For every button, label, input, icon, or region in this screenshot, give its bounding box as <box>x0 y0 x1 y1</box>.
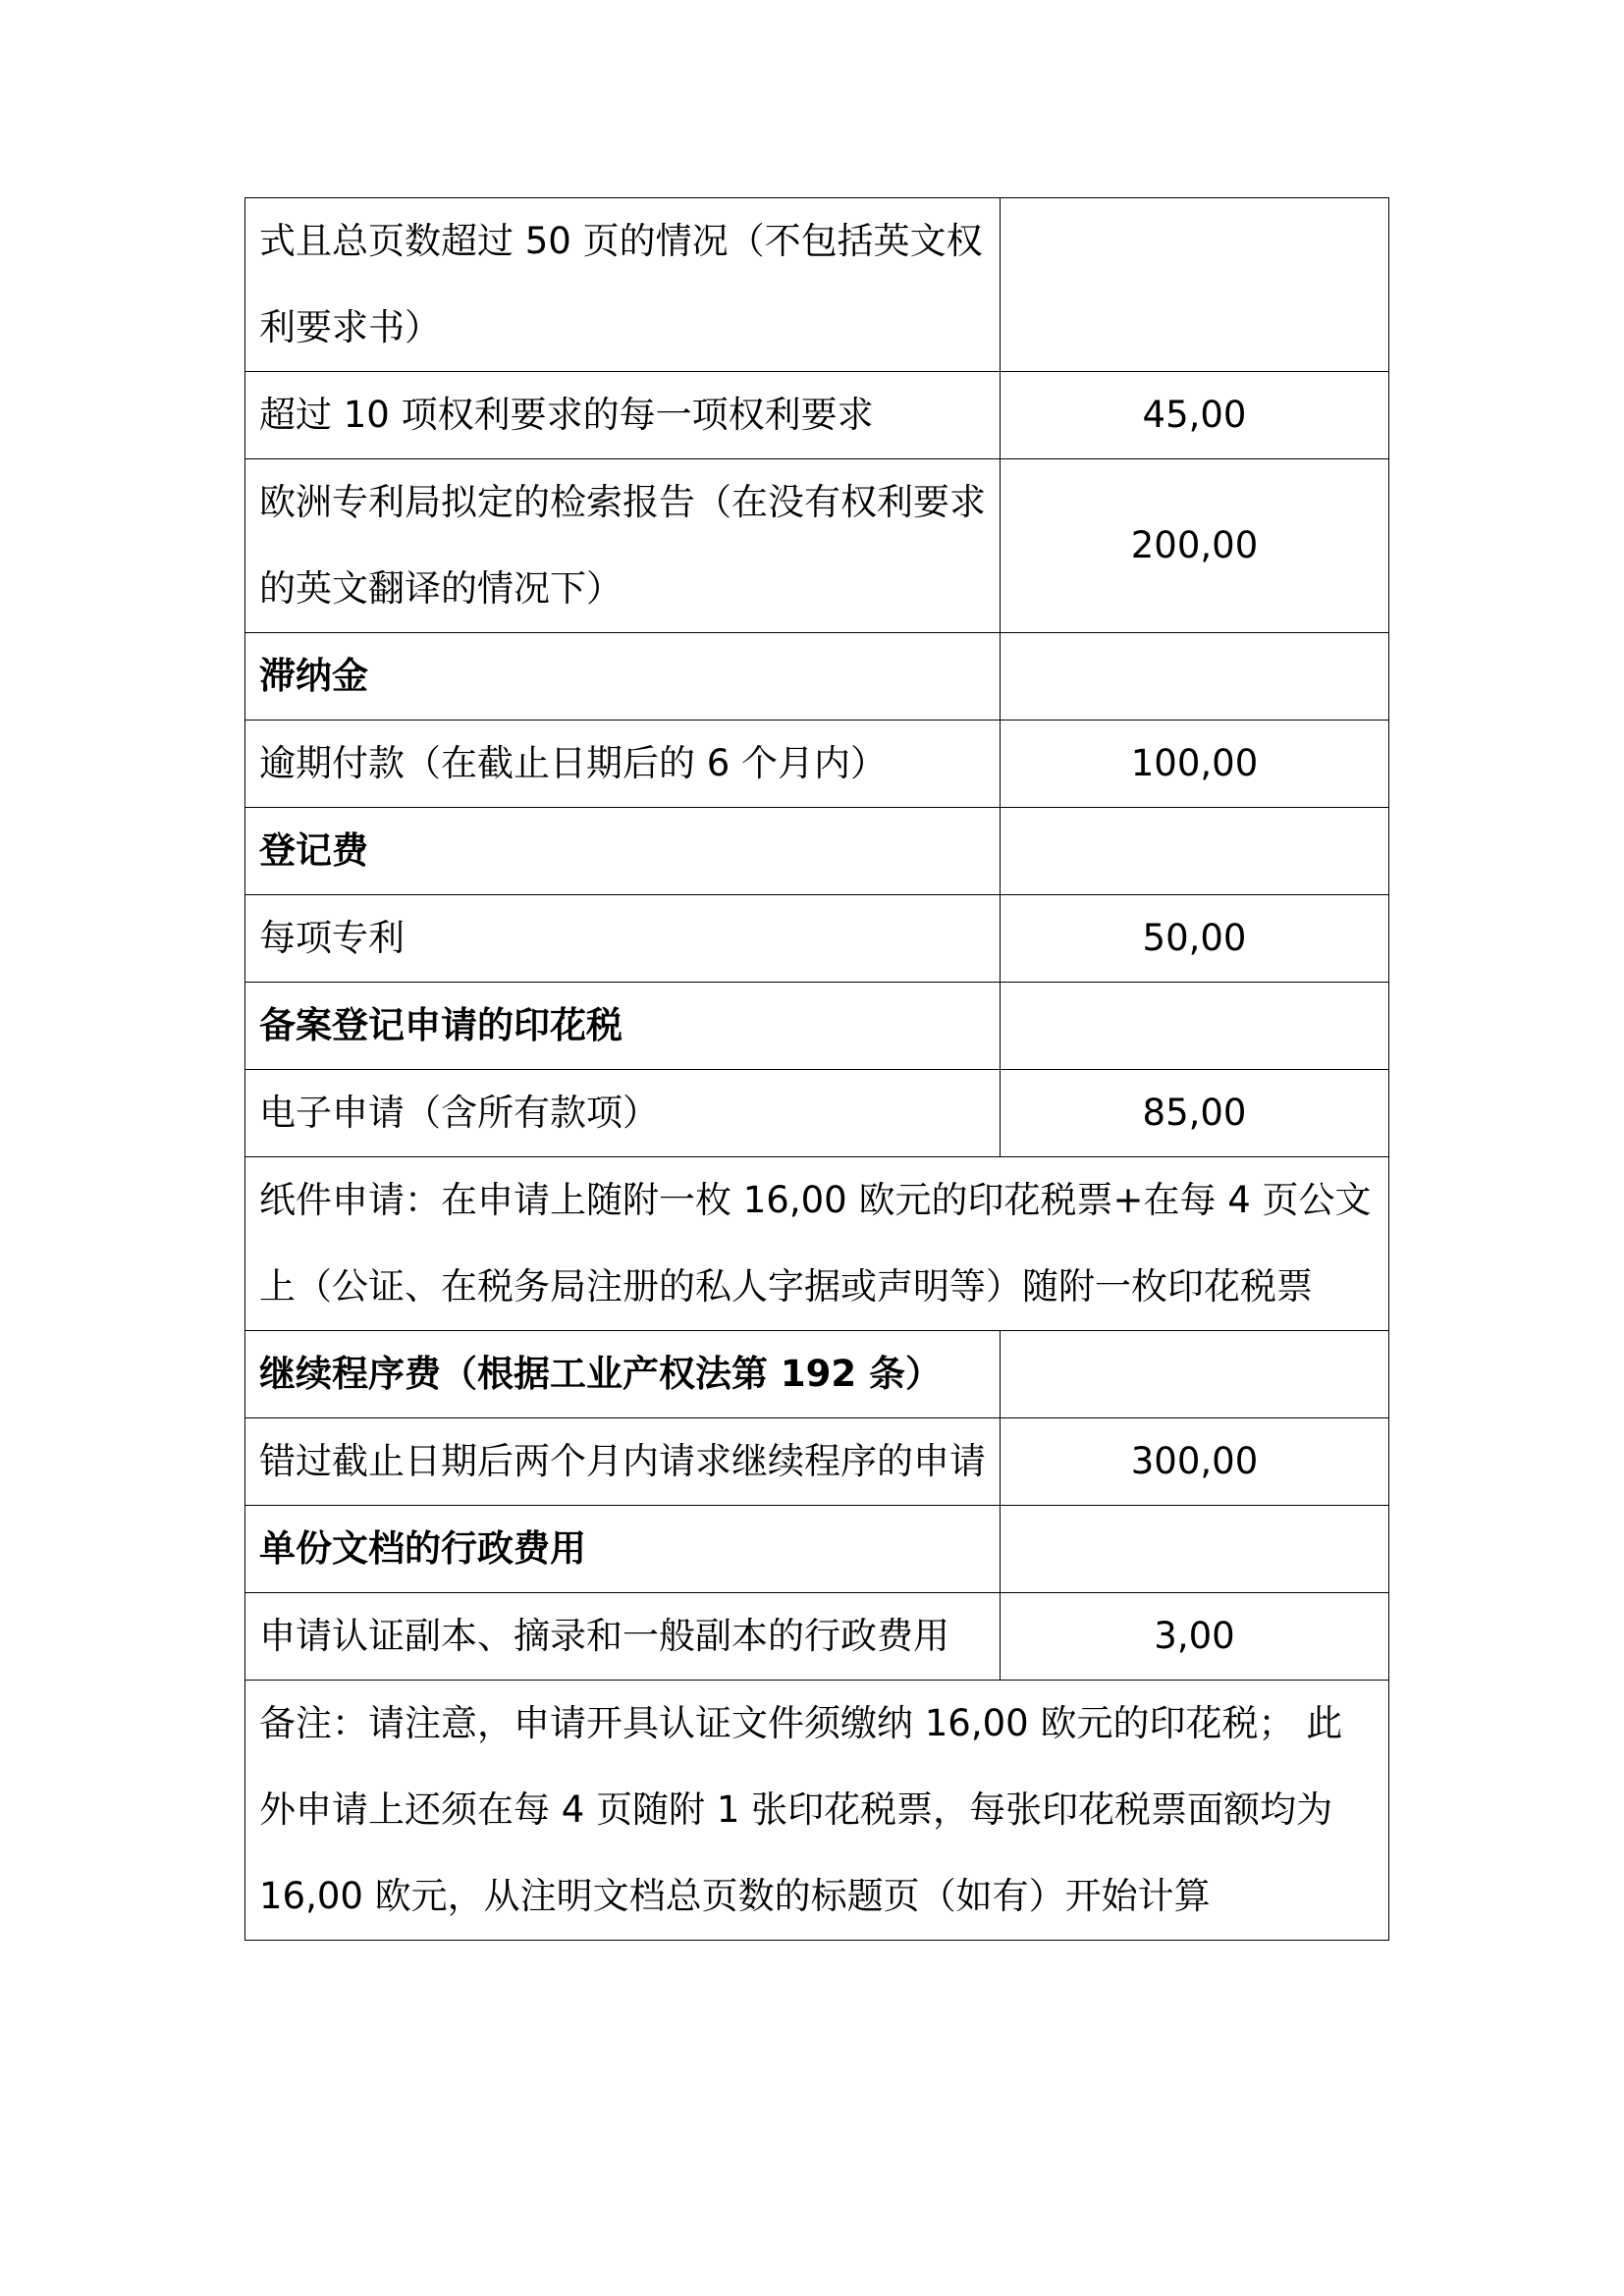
table-row <box>245 1418 1389 1506</box>
table-row <box>245 198 1389 372</box>
section-title: 单份文档的行政费用 <box>245 1506 1001 1593</box>
table-row <box>245 372 1389 459</box>
row-amount <box>1001 633 1389 721</box>
table-row <box>245 1593 1389 1681</box>
table-row <box>245 1070 1389 1157</box>
row-amount: 50,00 <box>1001 895 1389 983</box>
row-description: 超过 10 项权利要求的每一项权利要求 <box>245 372 1001 459</box>
section-title: 登记费 <box>245 808 1001 895</box>
table-row <box>245 459 1389 633</box>
row-amount: 45,00 <box>1001 372 1389 459</box>
row-amount <box>1001 198 1389 372</box>
row-description: 每项专利 <box>245 895 1001 983</box>
row-amount <box>1001 1331 1389 1418</box>
section-title: 继续程序费（根据工业产权法第 192 条） <box>245 1331 1001 1418</box>
row-amount <box>1001 808 1389 895</box>
table-row <box>245 721 1389 808</box>
section-header-row <box>245 1331 1389 1418</box>
row-amount <box>1001 983 1389 1070</box>
section-title: 备案登记申请的印花税 <box>245 983 1001 1070</box>
note-row <box>245 1681 1389 1941</box>
row-description: 式且总页数超过 50 页的情况（不包括英文权利要求书） <box>245 198 1001 372</box>
row-amount: 200,00 <box>1001 459 1389 633</box>
fee-table <box>244 197 1389 1941</box>
section-header-row <box>245 808 1389 895</box>
remark-note: 备注：请注意，申请开具认证文件须缴纳 16,00 欧元的印花税； 此外申请上还须在每 4 页随附 1 张印花税票，每张印花税票面额均为 16,00 欧元，从注明文档总页数的标题页（如有）开始计算 <box>245 1681 1389 1941</box>
row-amount: 3,00 <box>1001 1593 1389 1681</box>
row-amount <box>1001 1506 1389 1593</box>
row-description: 电子申请（含所有款项） <box>245 1070 1001 1157</box>
section-header-row <box>245 633 1389 721</box>
section-title: 滞纳金 <box>245 633 1001 721</box>
note-row <box>245 1157 1389 1331</box>
row-amount: 300,00 <box>1001 1418 1389 1506</box>
paper-application-note: 纸件申请：在申请上随附一枚 16,00 欧元的印花税票+在每 4 页公文上（公证、在税务局注册的私人字据或声明等）随附一枚印花税票 <box>245 1157 1389 1331</box>
row-description: 申请认证副本、摘录和一般副本的行政费用 <box>245 1593 1001 1681</box>
row-description: 错过截止日期后两个月内请求继续程序的申请 <box>245 1418 1001 1506</box>
row-description: 逾期付款（在截止日期后的 6 个月内） <box>245 721 1001 808</box>
section-header-row <box>245 983 1389 1070</box>
row-description: 欧洲专利局拟定的检索报告（在没有权利要求的英文翻译的情况下） <box>245 459 1001 633</box>
table-row <box>245 895 1389 983</box>
row-amount: 100,00 <box>1001 721 1389 808</box>
row-amount: 85,00 <box>1001 1070 1389 1157</box>
section-header-row <box>245 1506 1389 1593</box>
